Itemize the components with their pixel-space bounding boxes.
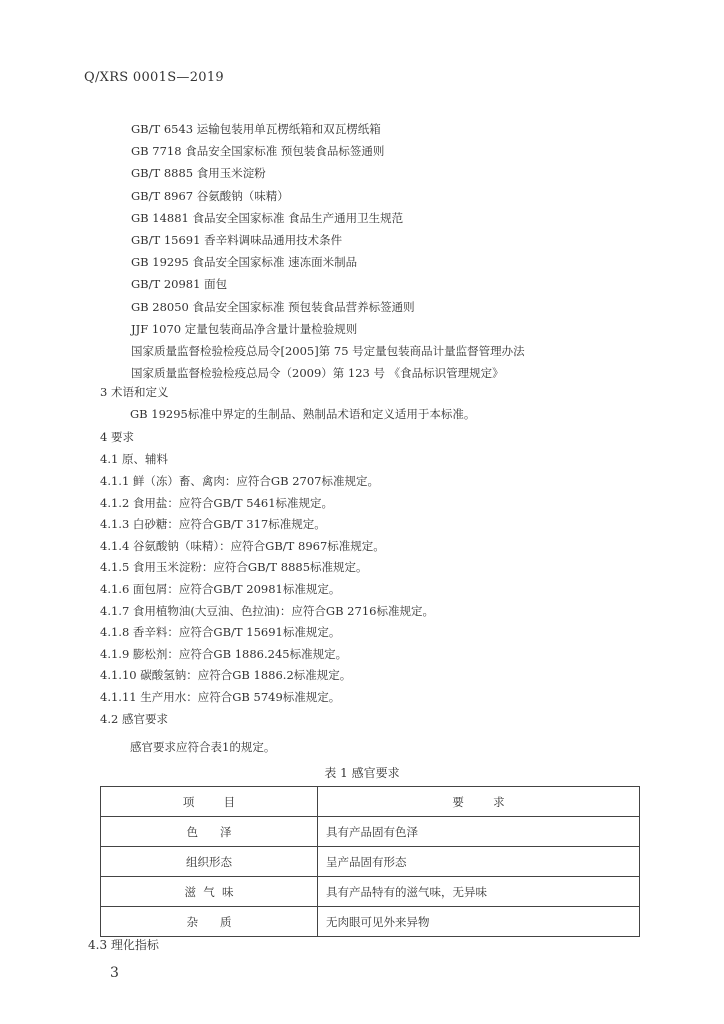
requirement-item: 4.1.7 食用植物油(大豆油、色拉油)：应符合GB 2716标准规定。 [100, 603, 434, 618]
table-cell-item: 滋 气 味 [101, 877, 318, 907]
table-cell-item: 杂 质 [101, 907, 318, 937]
requirement-item: 4.1.9 膨松剂：应符合GB 1886.245标准规定。 [100, 646, 348, 661]
section-4-3-heading: 4.3 理化指标 [88, 938, 159, 952]
doc-code-header: Q/XRS 0001S—2019 [84, 70, 224, 85]
column-header-requirement: 要 求 [318, 787, 640, 817]
requirements-list [100, 471, 434, 730]
requirement-item: 4.1.4 谷氨酸钠（味精）：应符合GB/T 8967标准规定。 [100, 538, 385, 553]
reference-item: GB/T 15691 香辛料调味品通用技术条件 [131, 232, 343, 247]
reference-item: JJF 1070 定量包装商品净含量计量检验规则 [131, 321, 358, 336]
reference-item: GB/T 8967 谷氨酸钠（味精） [131, 188, 289, 203]
section-3-body: GB 19295标准中界定的生制品、熟制品术语和定义适用于本标准。 [130, 407, 476, 421]
page-number: 3 [110, 965, 119, 981]
table-header-row [101, 787, 640, 817]
reference-item: GB 7718 食品安全国家标准 预包装食品标签通则 [131, 144, 385, 159]
requirement-item: 4.1.2 食用盐：应符合GB/T 5461标准规定。 [100, 495, 334, 510]
reference-item: 国家质量监督检验检疫总局令（2009）第 123 号 《食品标识管理规定》 [131, 366, 504, 381]
section-4-heading: 4 要求 [100, 430, 134, 444]
table-1-title: 表 1 感官要求 [324, 766, 400, 780]
table-cell-requirement: 无肉眼可见外来异物 [318, 907, 640, 937]
reference-item: GB/T 8885 食用玉米淀粉 [131, 166, 266, 181]
reference-item: GB 19295 食品安全国家标准 速冻面米制品 [131, 255, 358, 270]
table-row [101, 847, 640, 877]
table-row [101, 817, 640, 847]
table-cell-requirement: 具有产品特有的滋气味，无异味 [318, 877, 640, 907]
reference-item: GB/T 20981 面包 [131, 277, 228, 292]
requirement-item: 4.1.10 碳酸氢钠：应符合GB 1886.2标准规定。 [100, 668, 352, 683]
table-cell-item: 组织形态 [101, 847, 318, 877]
requirement-item: 4.1.8 香辛料：应符合GB/T 15691标准规定。 [100, 625, 341, 640]
requirement-item: 4.1.6 面包屑：应符合GB/T 20981标准规定。 [100, 581, 341, 596]
column-header-item: 项 目 [101, 787, 318, 817]
section-4-2-heading: 4.2 感官要求 [100, 711, 168, 726]
table-cell-requirement: 呈产品固有形态 [318, 847, 640, 877]
reference-item: 国家质量监督检验检疫总局令[2005]第 75 号定量包装商品计量监督管理办法 [131, 343, 525, 358]
table-cell-requirement: 具有产品固有色泽 [318, 817, 640, 847]
table-cell-item: 色 泽 [101, 817, 318, 847]
reference-item: GB 28050 食品安全国家标准 预包装食品营养标签通则 [131, 299, 415, 314]
requirement-item: 4.1.5 食用玉米淀粉：应符合GB/T 8885标准规定。 [100, 560, 368, 575]
requirement-item: 4.1.3 白砂糖：应符合GB/T 317标准规定。 [100, 517, 326, 532]
table-row [101, 877, 640, 907]
reference-item: GB 14881 食品安全国家标准 食品生产通用卫生规范 [131, 210, 404, 225]
table-row [101, 907, 640, 937]
sensory-intro: 感官要求应符合表1的规定。 [130, 740, 276, 754]
requirement-item: 4.1.1 鲜（冻）畜、禽肉：应符合GB 2707标准规定。 [100, 474, 379, 488]
reference-item: GB/T 6543 运输包装用单瓦楞纸箱和双瓦楞纸箱 [131, 122, 381, 136]
requirement-item: 4.1.11 生产用水：应符合GB 5749标准规定。 [100, 689, 341, 704]
sensory-requirements-table [100, 786, 640, 937]
normative-references-list [131, 118, 525, 384]
section-3-heading: 3 术语和定义 [100, 385, 169, 399]
section-4-1-heading: 4.1 原、辅料 [100, 452, 168, 466]
